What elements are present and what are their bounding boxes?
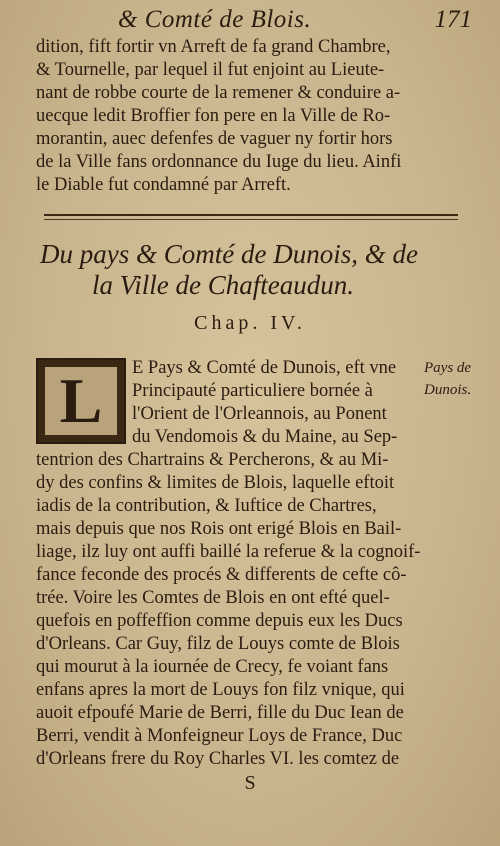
text-line: auoit efpoufé Marie de Berri, fille du Duc Iean de xyxy=(36,703,404,723)
text-line: l'Orient de l'Orleannois, au Ponent xyxy=(132,404,387,424)
text-line: enfans apres la mort de Louys fon filz vnique, qui xyxy=(36,680,405,700)
text-line: Principauté particuliere bornée à xyxy=(132,381,373,401)
text-line: uecque ledit Broffier fon pere en la Ville de Ro- xyxy=(36,106,391,126)
running-title: & Comté de Blois. xyxy=(118,6,312,33)
text-line: E Pays & Comté de Dunois, eft vne xyxy=(132,358,397,378)
text-line: trée. Voire les Comtes de Blois en ont efté quel- xyxy=(36,588,390,608)
text-line: dition, fift fortir vn Arreft de fa grand Chambre, xyxy=(36,37,391,57)
text-line: iadis de la contribution, & Iuftice de Chartres, xyxy=(36,496,377,516)
page-number: 171 xyxy=(434,6,472,33)
section-heading-line-2: la Ville de Chafteaudun. xyxy=(92,270,354,300)
chapter-title: Chap. IV. xyxy=(194,312,306,334)
text-line: & Tournelle, par lequel il fut enjoint au Lieute- xyxy=(36,60,385,80)
text-line: le Diable fut condamné par Arreft. xyxy=(36,175,291,195)
initial-letter: L xyxy=(59,365,103,436)
text-line: nant de robbe courte de la remener & conduire a- xyxy=(36,83,401,103)
signature-mark: S xyxy=(244,772,256,794)
text-line: mais depuis que nos Rois ont erigé Blois en Bail- xyxy=(36,519,402,539)
text-line: de la Ville fans ordonnance du Iuge du lieu. Ainfi xyxy=(36,152,402,172)
text-line: d'Orleans. Car Guy, filz de Louys comte de Blois xyxy=(36,634,400,654)
text-line: tentrion des Chartrains & Percherons, & au Mi- xyxy=(36,450,389,470)
section-divider xyxy=(44,214,458,216)
text-line: fance feconde des procés & differents de cefte cô- xyxy=(36,565,407,585)
text-line: du Vendomois & du Maine, au Sep- xyxy=(132,427,398,447)
marginal-note-line-1: Pays de xyxy=(424,360,472,376)
text-line: dy des confins & limites de Blois, laquelle eftoit xyxy=(36,473,395,493)
section-divider-thin xyxy=(44,219,458,220)
text-line: Berri, vendit à Monfeigneur Loys de France, Duc xyxy=(36,726,403,746)
text-line: quefois en poffeffion comme depuis eux les Ducs xyxy=(36,611,403,631)
marginal-note-line-2: Dunois. xyxy=(424,382,472,398)
text-line: morantin, auec defenfes de vaguer ny fortir hors xyxy=(36,129,393,149)
page-header xyxy=(0,6,500,36)
section-heading-line-1: Du pays & Comté de Dunois, & de xyxy=(40,239,418,269)
text-line: qui mourut à la iournée de Crecy, fe voiant fans xyxy=(36,657,389,677)
decorated-initial xyxy=(36,358,126,444)
text-line: liage, ilz luy ont auffi baillé la referue & la cognoif- xyxy=(36,542,421,562)
text-line: d'Orleans frere du Roy Charles VI. les comtez de xyxy=(36,749,400,769)
